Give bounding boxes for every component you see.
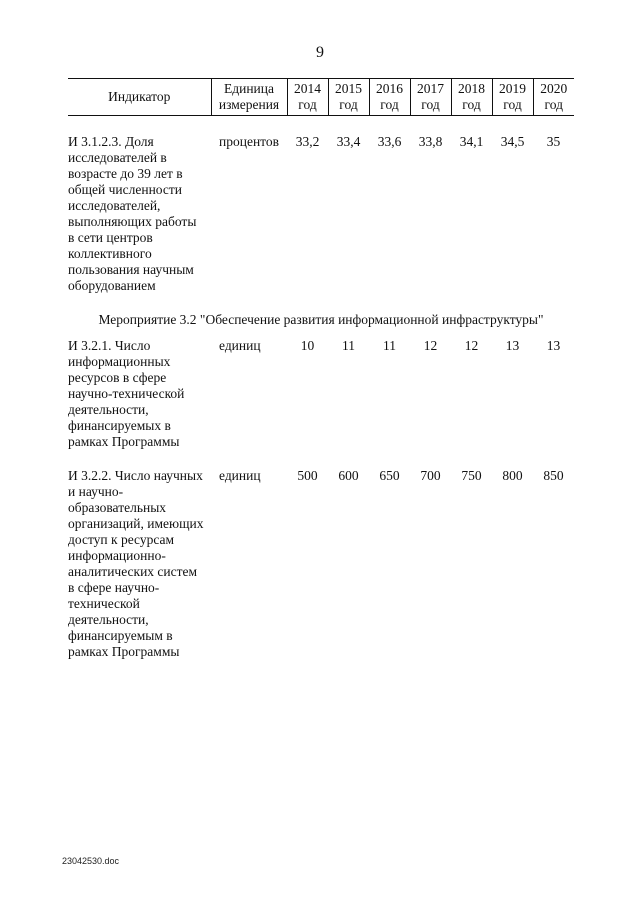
spacer-row xyxy=(68,294,574,312)
header-year-suffix: год xyxy=(544,97,563,112)
value-2018: 750 xyxy=(461,468,482,483)
indicator-text: И 3.2.1. Число информационных ресурсов в сфере научно-технической деятельности, финансируемых в рамках Программы xyxy=(68,338,185,449)
indicator-text: И 3.2.2. Число научных и научно-образовательных организаций, имеющих доступ к ресурсам информационно-аналитических систем в сфере научно-технической деятельности, финансируемым в рамках Программы xyxy=(68,468,204,659)
table-row xyxy=(68,468,574,660)
value-2016: 650 xyxy=(379,468,400,483)
value-2017: 700 xyxy=(420,468,441,483)
table-row xyxy=(68,134,574,294)
header-year-value: 2014 xyxy=(294,81,321,96)
page-number: 9 xyxy=(316,44,324,61)
header-year-2016 xyxy=(369,79,410,116)
section-row xyxy=(68,312,574,338)
value-2018: 12 xyxy=(464,338,479,353)
value-2017: 12 xyxy=(423,338,438,353)
header-year-suffix: год xyxy=(421,97,440,112)
header-indicator: Индикатор xyxy=(68,79,211,116)
header-year-2019 xyxy=(492,79,533,116)
header-year-suffix: год xyxy=(503,97,522,112)
table-row xyxy=(68,338,574,450)
value-2020: 35 xyxy=(546,134,561,149)
header-year-2020 xyxy=(533,79,574,116)
value-2014: 500 xyxy=(297,468,318,483)
value-2019: 800 xyxy=(502,468,523,483)
unit-value: единиц xyxy=(219,468,261,483)
header-year-2014 xyxy=(287,79,328,116)
value-2014: 10 xyxy=(300,338,315,353)
indicator-table xyxy=(68,78,574,660)
spacer-row xyxy=(68,450,574,468)
value-2016: 33,6 xyxy=(377,134,402,149)
value-2015: 600 xyxy=(338,468,359,483)
section-title: Мероприятие 3.2 "Обеспечение развития информационной инфраструктуры" xyxy=(98,312,544,327)
value-2019: 34,5 xyxy=(500,134,525,149)
unit-value: процентов xyxy=(219,134,280,149)
header-unit xyxy=(211,79,287,116)
indicator-text: И 3.1.2.3. Доля исследователей в возрасте до 39 лет в общей численности исследователей, выполняющих работы в сети центров коллективного пользования научным оборудованием xyxy=(68,134,197,293)
header-year-value: 2020 xyxy=(540,81,568,96)
header-year-value: 2016 xyxy=(376,81,403,96)
header-year-2018 xyxy=(451,79,492,116)
unit-value: единиц xyxy=(219,338,261,353)
value-2015: 33,4 xyxy=(336,134,361,149)
table-header-row xyxy=(68,79,574,116)
value-2018: 34,1 xyxy=(459,134,484,149)
value-2017: 33,8 xyxy=(418,134,443,149)
header-unit-line2: измерения xyxy=(218,97,280,112)
header-year-value: 2017 xyxy=(417,81,444,96)
header-year-value: 2015 xyxy=(335,81,362,96)
value-2020: 850 xyxy=(543,468,564,483)
header-year-suffix: год xyxy=(380,97,399,112)
indicator-table-container xyxy=(68,78,574,660)
header-year-suffix: год xyxy=(339,97,358,112)
spacer-row xyxy=(68,116,574,135)
header-year-suffix: год xyxy=(462,97,481,112)
header-year-suffix: год xyxy=(298,97,317,112)
value-2016: 11 xyxy=(383,338,396,353)
header-year-2015 xyxy=(328,79,369,116)
document-filename: 23042530.doc xyxy=(62,856,120,866)
value-2015: 11 xyxy=(342,338,355,353)
value-2014: 33,2 xyxy=(295,134,320,149)
value-2020: 13 xyxy=(546,338,561,353)
header-year-value: 2018 xyxy=(458,81,485,96)
value-2019: 13 xyxy=(505,338,520,353)
header-year-2017 xyxy=(410,79,451,116)
header-unit-line1: Единица xyxy=(223,81,274,96)
header-year-value: 2019 xyxy=(499,81,526,96)
